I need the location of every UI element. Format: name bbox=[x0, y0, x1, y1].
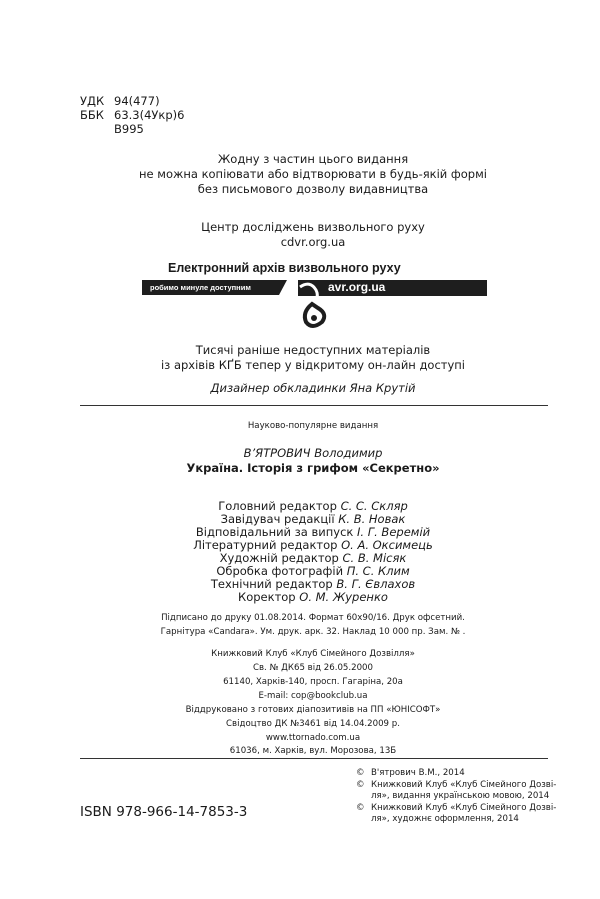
print-info: Підписано до друку 01.08.2014. Формат 60х90/16. Друк офсетний. bbox=[161, 613, 465, 623]
credit-line bbox=[0, 551, 600, 565]
credit-line bbox=[0, 512, 600, 526]
center-name: Центр досліджень визвольного руху bbox=[201, 220, 425, 234]
bbk-value: 63.3(4Укр)6 bbox=[114, 108, 185, 122]
credit-name: П. С. Клим bbox=[346, 564, 410, 578]
credit-name: О. М. Журенко bbox=[299, 590, 388, 604]
divider bbox=[80, 758, 548, 759]
slogan-bar-tail bbox=[279, 280, 287, 295]
archive-desc: із архівів КҐБ тепер у відкритому он-лайн доступі bbox=[160, 358, 466, 372]
copyright-line: Книжковий Клуб «Клуб Сімейного Дозві- bbox=[371, 779, 557, 790]
copyright-symbol-icon: © bbox=[356, 779, 365, 790]
author-mark: В995 bbox=[114, 122, 144, 136]
credit-role: Коректор bbox=[238, 590, 300, 604]
isbn: ISBN 978-966-14-7853-3 bbox=[80, 804, 248, 820]
credit-role: Технічний редактор bbox=[210, 577, 337, 591]
archive-slogan: робимо минуле доступним bbox=[142, 280, 279, 295]
copyright-line: В'ятрович В.М., 2014 bbox=[371, 768, 465, 778]
archive-url[interactable]: avr.org.ua bbox=[298, 280, 487, 296]
print-info: Гарнітура «Candara». Ум. друк. арк. 32. Наклад 10 000 пр. Зам. № . bbox=[160, 627, 466, 637]
copyright-line: ля», художнє оформлення, 2014 bbox=[371, 814, 519, 824]
credit-name: І. Г. Веремій bbox=[357, 525, 431, 539]
credit-role: Художній редактор bbox=[219, 551, 343, 565]
credit-role: Завідувач редакції bbox=[220, 512, 339, 526]
bbk-label: ББК bbox=[80, 108, 104, 122]
archive-logo-icon bbox=[296, 282, 330, 332]
udk-value: 94(477) bbox=[114, 94, 160, 108]
credit-name: О. А. Оксимець bbox=[341, 538, 433, 552]
credit-name: К. В. Новак bbox=[338, 512, 406, 526]
printer-line: 61036, м. Харків, вул. Морозова, 13Б bbox=[229, 746, 397, 756]
credit-role: Відповідальний за випуск bbox=[195, 525, 358, 539]
printer-line: Свідоцтво ДК №3461 від 14.04.2009 р. bbox=[226, 719, 400, 729]
author-surname: В’ЯТРОВИЧ bbox=[243, 446, 311, 460]
cover-designer bbox=[0, 381, 600, 395]
credit-line bbox=[0, 525, 600, 539]
archive-title: Електронний архів визвольного руху bbox=[168, 261, 401, 275]
author-name: Володимир bbox=[314, 446, 383, 460]
cover-designer-name: Яна Крутій bbox=[349, 381, 416, 395]
credit-line bbox=[0, 538, 600, 552]
notice-line: не можна копіювати або відтворювати в будь-якій формі bbox=[139, 167, 487, 181]
credit-line bbox=[0, 590, 600, 604]
center-url[interactable]: cdvr.org.ua bbox=[280, 235, 346, 249]
credit-role: Літературний редактор bbox=[193, 538, 342, 552]
copyright-symbol-icon: © bbox=[356, 768, 365, 778]
credit-line bbox=[0, 564, 600, 578]
udk-label: УДК bbox=[80, 94, 105, 108]
archive-desc: Тисячі раніше недоступних матеріалів bbox=[195, 343, 431, 357]
credit-name: В. Г. Євлахов bbox=[336, 577, 416, 591]
credit-name: С. С. Скляр bbox=[340, 499, 408, 513]
copyright-symbol-icon: © bbox=[356, 802, 365, 813]
publisher-email[interactable]: E-mail: cop@bookclub.ua bbox=[258, 691, 368, 701]
printer-url[interactable]: www.ttornado.com.ua bbox=[265, 733, 361, 743]
notice-line: без письмового дозволу видавництва bbox=[197, 182, 429, 196]
edition-type: Науково-популярне видання bbox=[247, 421, 379, 431]
printer-line: Віддруковано з готових діапозитивів на ПП «ЮНІСОФТ» bbox=[185, 705, 441, 715]
copyright-line: Книжковий Клуб «Клуб Сімейного Дозві- bbox=[371, 802, 557, 813]
credit-line bbox=[0, 499, 600, 513]
credit-role: Головний редактор bbox=[218, 499, 341, 513]
publisher-line: Книжковий Клуб «Клуб Сімейного Дозвілля» bbox=[211, 649, 415, 659]
divider bbox=[80, 405, 548, 406]
publisher-line: Св. № ДК65 від 26.05.2000 bbox=[252, 663, 373, 673]
copyright-line: ля», видання українською мовою, 2014 bbox=[371, 791, 550, 801]
credit-line bbox=[0, 577, 600, 591]
credit-role: Обробка фотографій bbox=[216, 564, 347, 578]
author bbox=[0, 446, 600, 460]
credit-name: С. В. Місяк bbox=[342, 551, 407, 565]
notice-line: Жодну з частин цього видання bbox=[217, 152, 409, 166]
publisher-line: 61140, Харків-140, просп. Гагаріна, 20а bbox=[223, 677, 403, 687]
book-title: Україна. Історія з грифом «Секретно» bbox=[186, 461, 440, 475]
cover-designer-label: Дизайнер обкладинки bbox=[210, 381, 350, 395]
